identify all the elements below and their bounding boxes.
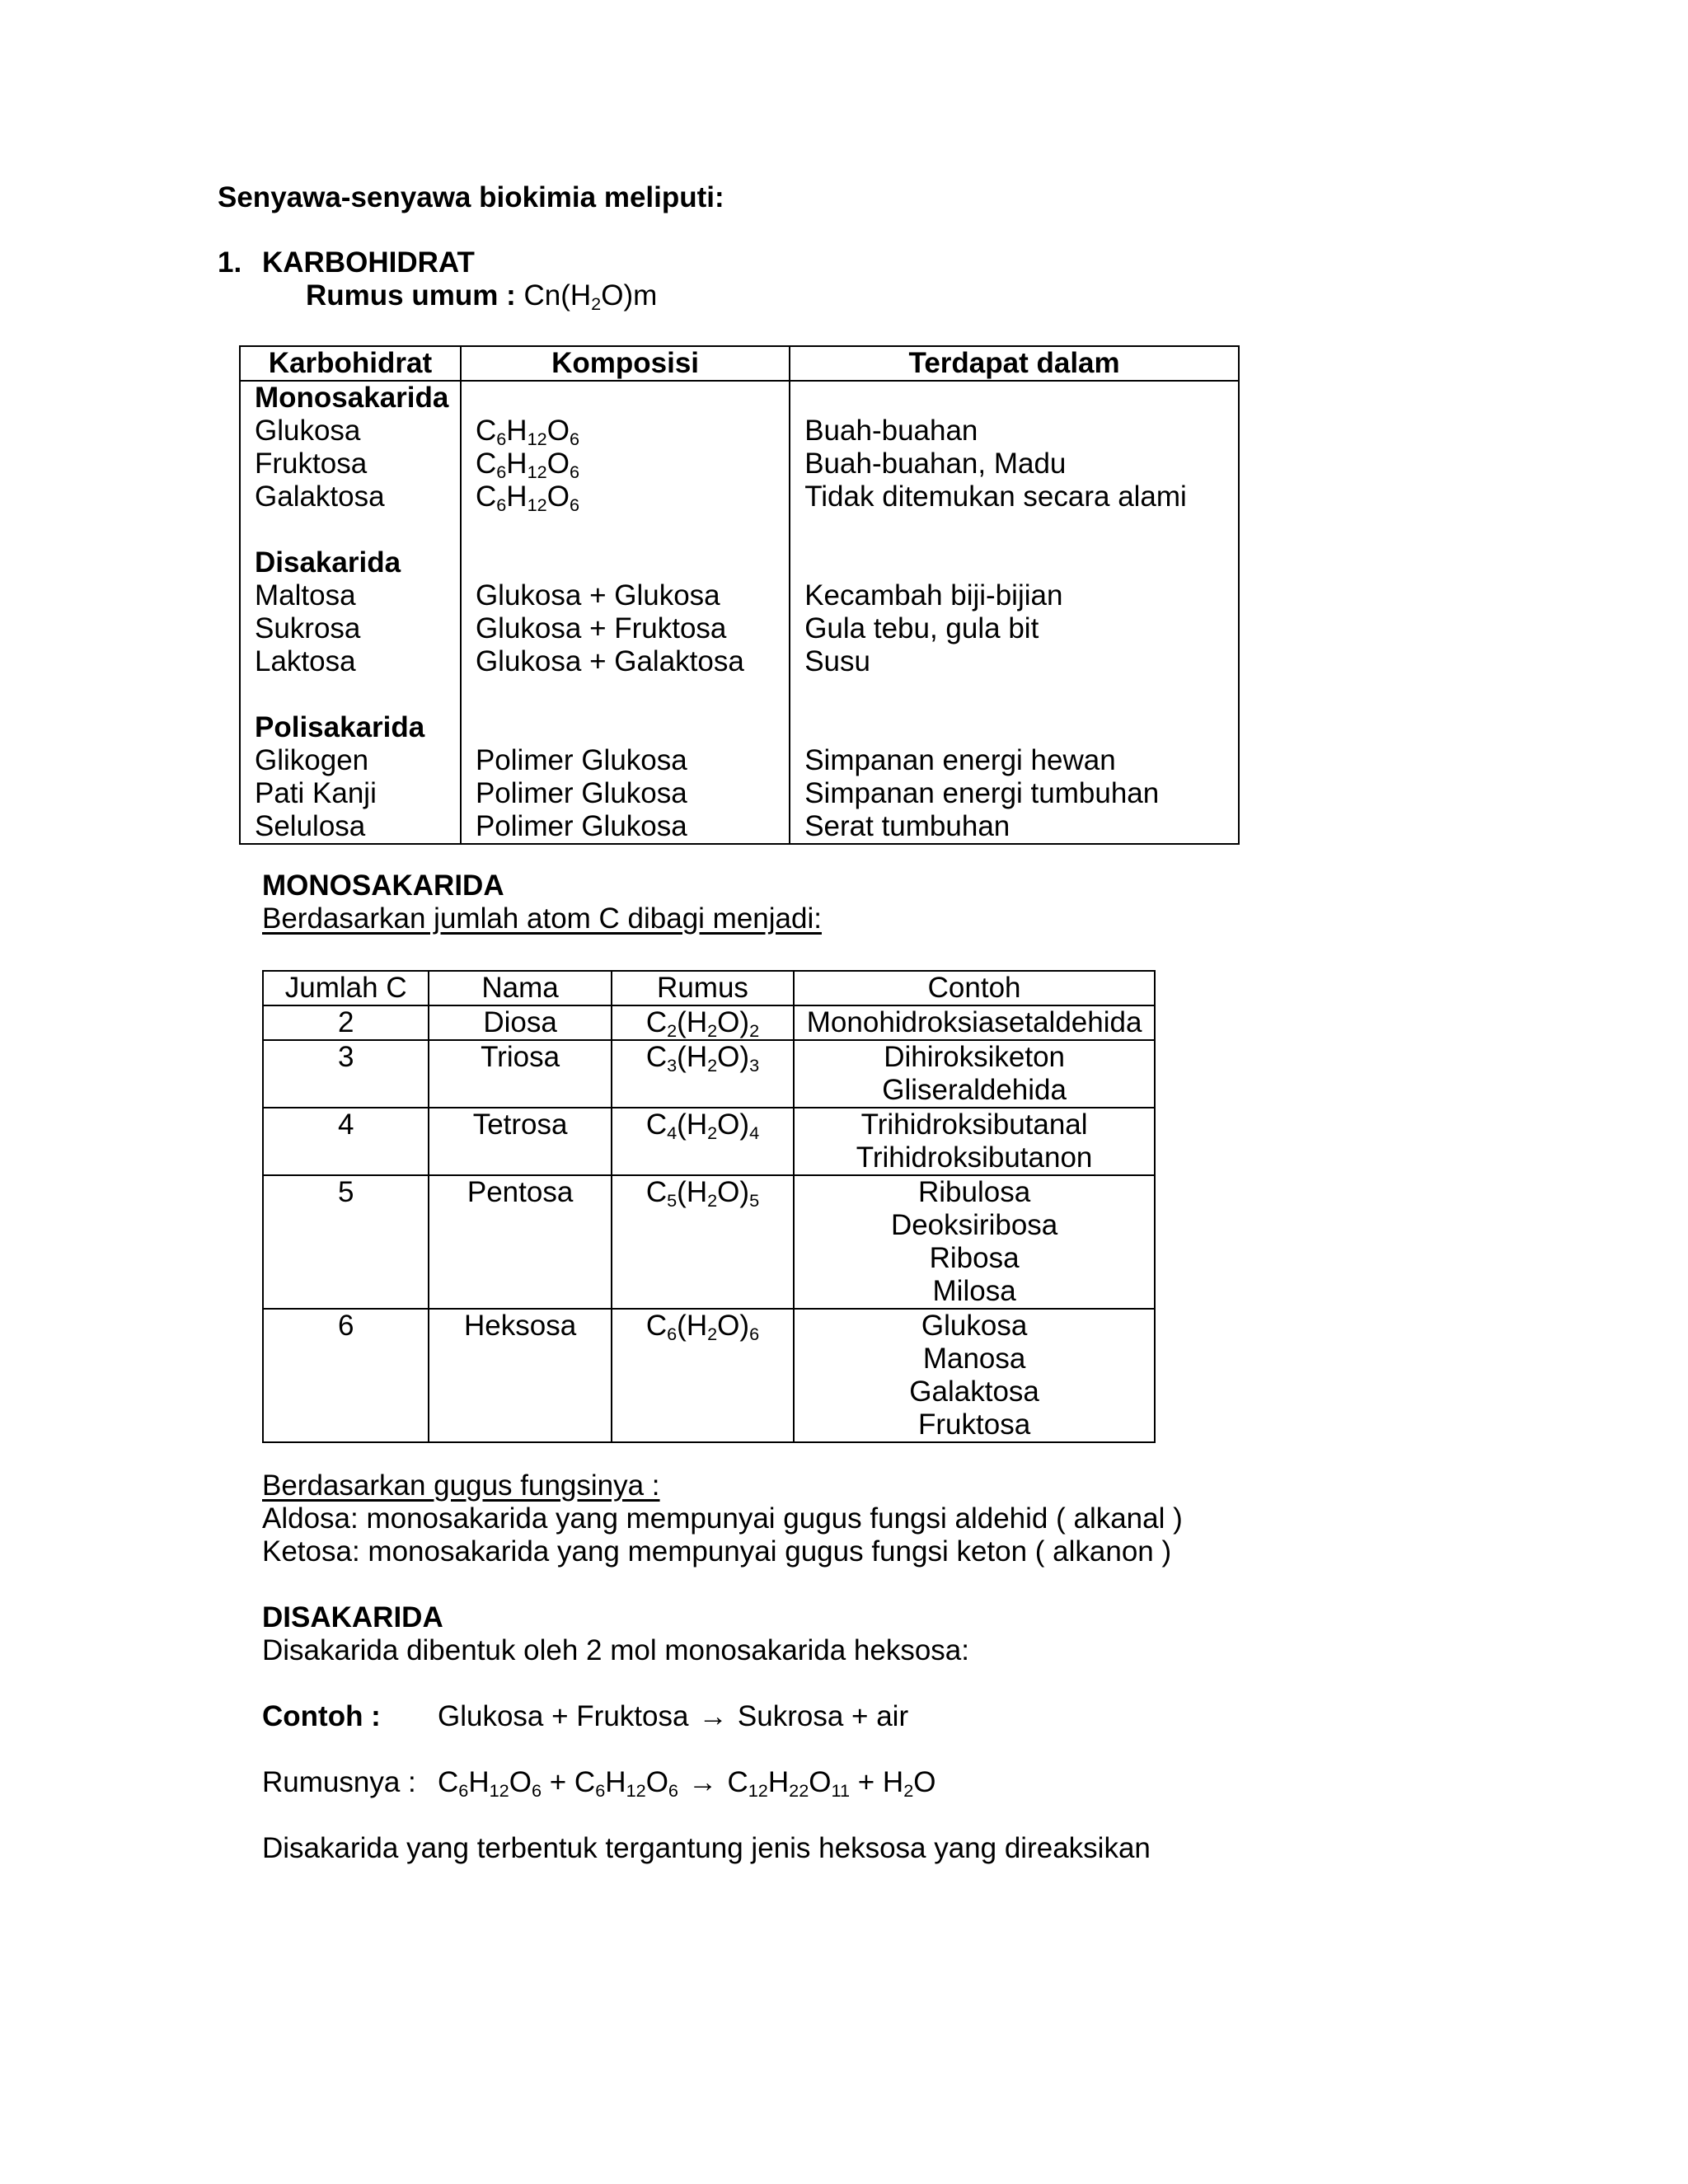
komposisi-item: Glukosa + Fruktosa xyxy=(475,612,727,644)
terdapat-item: Gula tebu, gula bit xyxy=(804,612,1039,644)
contoh-cell xyxy=(794,1040,1155,1108)
gugus-title: Berdasarkan gugus fungsinya : xyxy=(262,1469,660,1502)
ketosa-text: Ketosa: monosakarida yang mempunyai gugus fungsi keton ( alkanon ) xyxy=(262,1535,1172,1568)
komposisi-item: $C_6H_{12}O_6$ xyxy=(475,448,579,483)
karbohidrat-item: Galaktosa xyxy=(255,480,385,513)
contoh-item: Galaktosa xyxy=(909,1376,1039,1408)
header-jumlah-c: Jumlah C xyxy=(263,971,429,1005)
karbohidrat-item: Sukrosa xyxy=(255,612,361,644)
formula-line xyxy=(306,279,658,315)
group-name: Polisakarida xyxy=(255,711,425,743)
header-komposisi: Komposisi xyxy=(461,346,790,381)
group-name: Monosakarida xyxy=(255,382,449,414)
jumlah-c-table xyxy=(262,970,1156,1443)
nama-cell: Diosa xyxy=(429,1005,611,1040)
komposisi-item: $C_6H_{12}O_6$ xyxy=(475,415,579,450)
contoh-cell xyxy=(794,1175,1155,1309)
karbohidrat-item: Glikogen xyxy=(255,744,369,776)
terdapat-item: Susu xyxy=(804,645,870,677)
header-contoh: Contoh xyxy=(794,971,1155,1005)
rumus-cell: $C_5(H_2O)_5$ xyxy=(612,1175,794,1309)
rumus-cell: $C_3(H_2O)_3$ xyxy=(612,1040,794,1108)
terdapat-item: Kecambah biji-bijian xyxy=(804,579,1063,612)
karbohidrat-item: Glukosa xyxy=(255,415,361,447)
table-row xyxy=(263,1175,1155,1309)
jumlah-cell: 4 xyxy=(263,1108,429,1175)
rumus-cell: $C_6(H_2O)_6$ xyxy=(612,1309,794,1442)
karbohidrat-item: Fruktosa xyxy=(255,448,368,480)
komposisi-item: Glukosa + Galaktosa xyxy=(475,645,744,677)
komposisi-item: Polimer Glukosa xyxy=(475,810,687,842)
formula-label: Rumus umum : xyxy=(306,279,516,312)
closing-text: Disakarida yang terbentuk tergantung jenis heksosa yang direaksikan xyxy=(262,1832,1151,1864)
jumlah-cell: 2 xyxy=(263,1005,429,1040)
contoh-label: Contoh : xyxy=(262,1700,381,1732)
rumus-left: $C_6H_{12}O_6 + C_6H_{12}O_6$ xyxy=(438,1766,678,1802)
rumus-equation xyxy=(438,1766,936,1802)
contoh-item: Dihiroksiketon xyxy=(884,1041,1065,1073)
contoh-item: Ribosa xyxy=(929,1242,1020,1274)
section-number: 1. xyxy=(218,246,242,279)
header-karbohidrat: Karbohidrat xyxy=(240,346,461,381)
contoh-item: Trihidroksibutanal xyxy=(860,1108,1088,1141)
arrow-icon: → xyxy=(688,1766,718,1798)
rumus-label: Rumusnya : xyxy=(262,1766,416,1798)
disakarida-desc: Disakarida dibentuk oleh 2 mol monosakarida heksosa: xyxy=(262,1634,969,1666)
contoh-cell xyxy=(794,1108,1155,1175)
group-name: Disakarida xyxy=(255,546,401,579)
karbohidrat-table xyxy=(239,345,1240,845)
nama-cell: Heksosa xyxy=(429,1309,611,1442)
terdapat-column xyxy=(790,381,1239,844)
karbohidrat-item: Maltosa xyxy=(255,579,356,612)
contoh-cell xyxy=(794,1005,1155,1040)
contoh-item: Deoksiribosa xyxy=(890,1209,1058,1241)
aldosa-text: Aldosa: monosakarida yang mempunyai gugus fungsi aldehid ( alkanal ) xyxy=(262,1502,1183,1535)
section-title: KARBOHIDRAT xyxy=(262,246,475,279)
terdapat-item: Simpanan energi tumbuhan xyxy=(804,777,1160,809)
rumus-right: $C_{12}H_{22}O_{11} + H_2O$ xyxy=(727,1766,936,1802)
rumus-cell: $C_2(H_2O)_2$ xyxy=(612,1005,794,1040)
terdapat-item: Simpanan energi hewan xyxy=(804,744,1116,776)
table-row xyxy=(263,1309,1155,1442)
header-terdapat: Terdapat dalam xyxy=(790,346,1239,381)
contoh-item: Monohidroksiasetaldehida xyxy=(806,1006,1142,1038)
contoh-item: Glukosa xyxy=(921,1310,1028,1342)
komposisi-column xyxy=(461,381,790,844)
karbohidrat-item: Laktosa xyxy=(255,645,356,677)
table-row xyxy=(263,1108,1155,1175)
terdapat-item: Serat tumbuhan xyxy=(804,810,1010,842)
page-heading: Senyawa-senyawa biokimia meliputi: xyxy=(218,181,724,213)
contoh-item: Trihidroksibutanon xyxy=(856,1141,1093,1174)
contoh-item: Gliseraldehida xyxy=(882,1074,1067,1106)
contoh-item: Ribulosa xyxy=(917,1176,1031,1208)
contoh-item: Manosa xyxy=(922,1343,1026,1375)
monosakarida-title: MONOSAKARIDA xyxy=(262,869,504,902)
nama-cell: Pentosa xyxy=(429,1175,611,1309)
terdapat-item: Tidak ditemukan secara alami xyxy=(804,480,1187,513)
terdapat-item: Buah-buahan, Madu xyxy=(804,448,1067,480)
karbohidrat-column xyxy=(240,381,461,844)
rumus-cell: $C_4(H_2O)_4$ xyxy=(612,1108,794,1175)
contoh-item: Milosa xyxy=(932,1275,1016,1307)
contoh-item: Fruktosa xyxy=(918,1408,1031,1441)
komposisi-item: Glukosa + Glukosa xyxy=(475,579,720,612)
contoh-cell xyxy=(794,1309,1155,1442)
komposisi-item: Polimer Glukosa xyxy=(475,744,687,776)
disakarida-title: DISAKARIDA xyxy=(262,1601,443,1633)
karbohidrat-item: Selulosa xyxy=(255,810,366,842)
header-nama: Nama xyxy=(429,971,611,1005)
contoh-left: Glukosa + Fruktosa xyxy=(438,1700,689,1732)
karbohidrat-item: Pati Kanji xyxy=(255,777,377,809)
monosakarida-subtitle: Berdasarkan jumlah atom C dibagi menjadi: xyxy=(262,902,822,935)
table-row xyxy=(263,1005,1155,1040)
formula-value: $Cn(H_2O)m$ xyxy=(523,279,658,315)
jumlah-cell: 3 xyxy=(263,1040,429,1108)
jumlah-cell: 5 xyxy=(263,1175,429,1309)
komposisi-item: $C_6H_{12}O_6$ xyxy=(475,480,579,516)
nama-cell: Tetrosa xyxy=(429,1108,611,1175)
contoh-equation xyxy=(438,1700,908,1733)
header-rumus: Rumus xyxy=(612,971,794,1005)
nama-cell: Triosa xyxy=(429,1040,611,1108)
table-row xyxy=(263,1040,1155,1108)
arrow-icon: → xyxy=(698,1700,728,1732)
terdapat-item: Buah-buahan xyxy=(804,415,978,447)
jumlah-cell: 6 xyxy=(263,1309,429,1442)
contoh-right: Sukrosa + air xyxy=(737,1700,909,1732)
komposisi-item: Polimer Glukosa xyxy=(475,777,687,809)
